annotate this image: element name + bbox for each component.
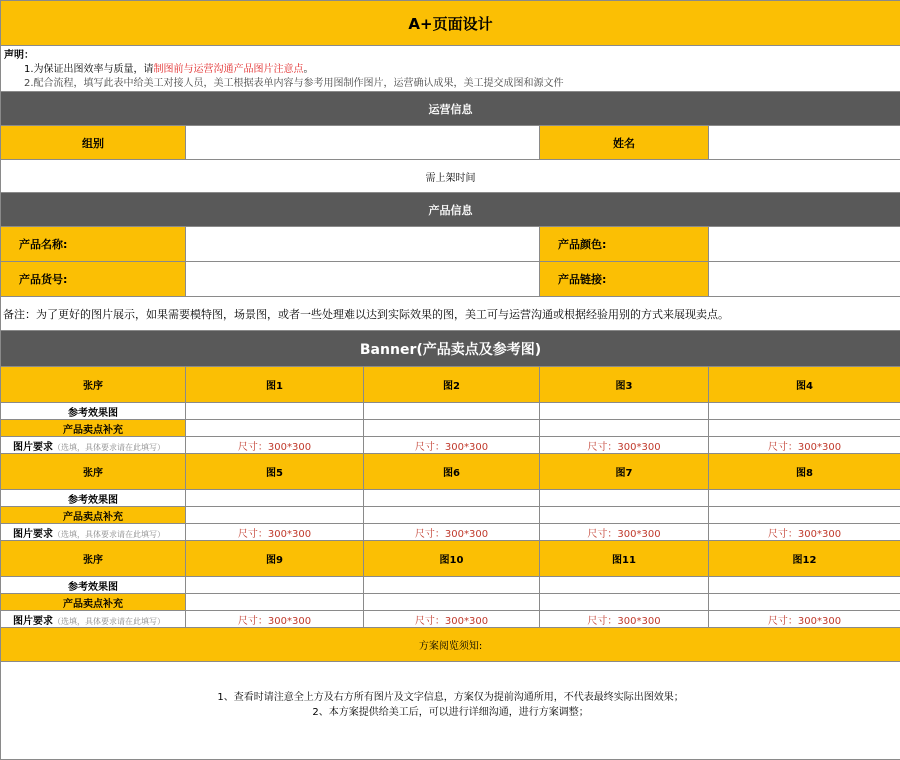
image-slot-title: 图8 (709, 454, 900, 490)
selling-point-cell[interactable] (540, 420, 709, 437)
selling-point-label: 产品卖点补充 (1, 594, 186, 611)
reference-image-cell[interactable] (540, 577, 709, 594)
selling-point-cell[interactable] (186, 507, 364, 524)
image-slot-title: 图2 (364, 367, 540, 403)
reference-image-label: 参考效果图 (1, 403, 186, 420)
product-name-field[interactable] (186, 227, 540, 262)
image-slot-title: 图6 (364, 454, 540, 490)
reference-image-label: 参考效果图 (1, 577, 186, 594)
size-spec[interactable]: 尺寸：300*300 (364, 611, 540, 628)
image-slot-title: 图10 (364, 541, 540, 577)
declaration-line-2: 2.配合流程，填写此表中给美工对接人员，美工根据表单内容与参考用图制作图片，运营确认成果，美工提交成图和源文件 (4, 77, 897, 91)
reference-image-cell[interactable] (364, 403, 540, 420)
group-label: 组别 (1, 126, 186, 160)
image-slot-title: 图7 (540, 454, 709, 490)
reference-image-cell[interactable] (364, 577, 540, 594)
size-spec[interactable]: 尺寸：300*300 (709, 611, 900, 628)
image-slot-title: 图11 (540, 541, 709, 577)
group-field[interactable] (186, 126, 540, 160)
sequence-label: 张序 (1, 541, 186, 577)
image-requirement-label: 图片要求（选填，具体要求请在此填写） (1, 437, 186, 454)
reference-image-cell[interactable] (186, 577, 364, 594)
reference-image-cell[interactable] (186, 403, 364, 420)
product-sku-label: 产品货号: (1, 262, 186, 297)
image-slot-title: 图12 (709, 541, 900, 577)
size-spec[interactable]: 尺寸：300*300 (540, 524, 709, 541)
selling-point-cell[interactable] (364, 594, 540, 611)
image-requirement-label: 图片要求（选填，具体要求请在此填写） (1, 611, 186, 628)
reference-image-cell[interactable] (540, 403, 709, 420)
selling-point-cell[interactable] (709, 594, 900, 611)
name-field[interactable] (709, 126, 900, 160)
declaration-highlight: 制图前与运营沟通产品图片注意点 (154, 64, 304, 75)
page-title: A+页面设计 (1, 1, 900, 46)
reference-image-cell[interactable] (709, 403, 900, 420)
declaration-cell (1, 46, 900, 92)
image-slot-title: 图1 (186, 367, 364, 403)
image-slot-title: 图5 (186, 454, 364, 490)
selling-point-cell[interactable] (540, 507, 709, 524)
declaration-heading: 声明： (4, 49, 897, 63)
selling-point-label: 产品卖点补充 (1, 420, 186, 437)
product-color-field[interactable] (709, 227, 900, 262)
footer-notes (1, 662, 900, 760)
size-spec[interactable]: 尺寸：300*300 (186, 611, 364, 628)
size-spec[interactable]: 尺寸：300*300 (709, 437, 900, 454)
size-spec[interactable]: 尺寸：300*300 (540, 437, 709, 454)
requirement-hint: （选填，具体要求请在此填写） (53, 617, 165, 626)
product-link-label: 产品链接: (540, 262, 709, 297)
reference-image-cell[interactable] (186, 490, 364, 507)
selling-point-cell[interactable] (709, 420, 900, 437)
requirement-hint: （选填，具体要求请在此填写） (53, 443, 165, 452)
selling-point-cell[interactable] (364, 507, 540, 524)
size-spec[interactable]: 尺寸：300*300 (709, 524, 900, 541)
product-name-label: 产品名称: (1, 227, 186, 262)
reference-image-cell[interactable] (540, 490, 709, 507)
size-spec[interactable]: 尺寸：300*300 (540, 611, 709, 628)
product-color-label: 产品颜色: (540, 227, 709, 262)
name-label: 姓名 (540, 126, 709, 160)
product-header: 产品信息 (1, 193, 900, 227)
selling-point-cell[interactable] (540, 594, 709, 611)
footer-note-1: 1、查看时请注意全上方及右方所有图片及文字信息，方案仅为提前沟通所用，不代表最终实际出图效果； (1, 690, 900, 705)
requirement-hint: （选填，具体要求请在此填写） (53, 530, 165, 539)
sequence-label: 张序 (1, 454, 186, 490)
footer-note-2: 2、本方案提供给美工后，可以进行详细沟通，进行方案调整； (1, 705, 900, 720)
operations-header: 运营信息 (1, 92, 900, 126)
size-spec[interactable]: 尺寸：300*300 (364, 524, 540, 541)
selling-point-label: 产品卖点补充 (1, 507, 186, 524)
image-slot-title: 图4 (709, 367, 900, 403)
reference-image-label: 参考效果图 (1, 490, 186, 507)
banner-header: Banner(产品卖点及参考图) (1, 331, 900, 367)
selling-point-cell[interactable] (186, 594, 364, 611)
reference-image-cell[interactable] (364, 490, 540, 507)
declaration-line-1: 1.为保证出图效率与质量，请制图前与运营沟通产品图片注意点。 (4, 63, 897, 77)
image-requirement-label: 图片要求（选填，具体要求请在此填写） (1, 524, 186, 541)
sequence-label: 张序 (1, 367, 186, 403)
reference-image-cell[interactable] (709, 577, 900, 594)
size-spec[interactable]: 尺寸：300*300 (186, 437, 364, 454)
reference-image-cell[interactable] (709, 490, 900, 507)
product-sku-field[interactable] (186, 262, 540, 297)
image-slot-title: 图9 (186, 541, 364, 577)
selling-point-cell[interactable] (186, 420, 364, 437)
selling-point-cell[interactable] (364, 420, 540, 437)
size-spec[interactable]: 尺寸：300*300 (364, 437, 540, 454)
selling-point-cell[interactable] (709, 507, 900, 524)
size-spec[interactable]: 尺寸：300*300 (186, 524, 364, 541)
footer-header: 方案阅览须知: (1, 628, 900, 662)
remark-note: 备注：为了更好的图片展示，如果需要模特图，场景图，或者一些处理难以达到实际效果的图，美工可与运营沟通或根据经验用别的方式来展现卖点。 (1, 297, 900, 331)
product-link-field[interactable] (709, 262, 900, 297)
image-slot-title: 图3 (540, 367, 709, 403)
listing-time-cell[interactable]: 需上架时间 (1, 160, 900, 193)
